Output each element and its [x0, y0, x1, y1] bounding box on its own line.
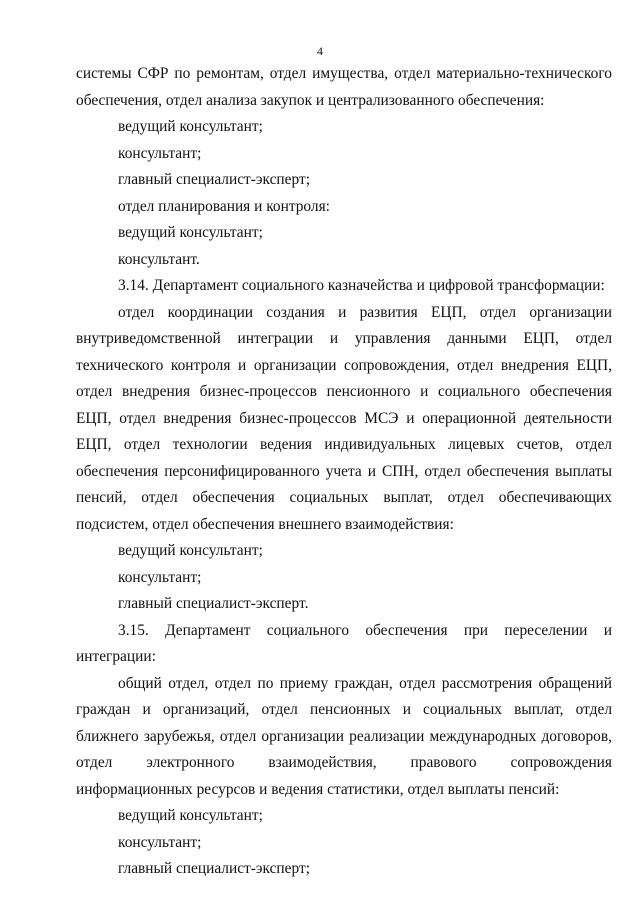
paragraph-continuation: системы СФР по ремонтам, отдел имущества, отдел материально-технического обеспечения, отдел анализа закупок и централизованного обеспечения: [76, 65, 612, 109]
list-item: консультант; [118, 568, 202, 586]
list-item: главный специалист-эксперт. [118, 595, 309, 612]
list-item: ведущий консультант; [118, 542, 263, 559]
section-heading: 3.14. Департамент социального казначейства и цифровой трансформации: [118, 277, 605, 294]
document-body [76, 61, 612, 883]
list-item: главный специалист-эксперт; [118, 171, 310, 188]
paragraph: отдел координации создания и развития ЕЦП, отдел организации внутриведомственной интеграции и управления данными ЕЦП, отдел технического контроля и организации сопровождения, отдел внедрения ЕЦП, отдел внедрения бизнес-процессов пенсионного и социального обеспечения ЕЦП, отдел внедрения бизнес-процессов МСЭ и операционной деятельности ЕЦП, отдел технологии ведения индивидуальных лицевых счетов, отдел обеспечения персонифицированного учета и СПН, отдел обеспечения выплаты пенсий, отдел обеспечения социальных выплат, отдел обеспечивающих подсистем, отдел обеспечения внешнего взаимодействия: [76, 303, 612, 533]
list-item: консультант; [118, 144, 202, 162]
page-number: 4 [317, 44, 323, 58]
list-item: отдел планирования и контроля: [118, 197, 330, 215]
list-item: консультант. [118, 250, 200, 268]
list-item: ведущий консультант; [118, 224, 263, 241]
list-item: главный специалист-эксперт; [118, 860, 310, 877]
list-item: консультант; [118, 833, 202, 851]
list-item: ведущий консультант; [118, 118, 263, 135]
list-item: ведущий консультант; [118, 807, 263, 824]
paragraph: общий отдел, отдел по приему граждан, отдел рассмотрения обращений граждан и организаций, отдел пенсионных и социальных выплат, отдел ближнего зарубежья, отдел организации реализации международных договоров, отдел электронного взаимодействия, правового сопровождения информационных ресурсов и ведения статистики, отдел выплаты пенсий: [76, 674, 612, 798]
section-heading: 3.15. Департамент социального обеспечения при переселении и интеграции: [76, 621, 612, 665]
